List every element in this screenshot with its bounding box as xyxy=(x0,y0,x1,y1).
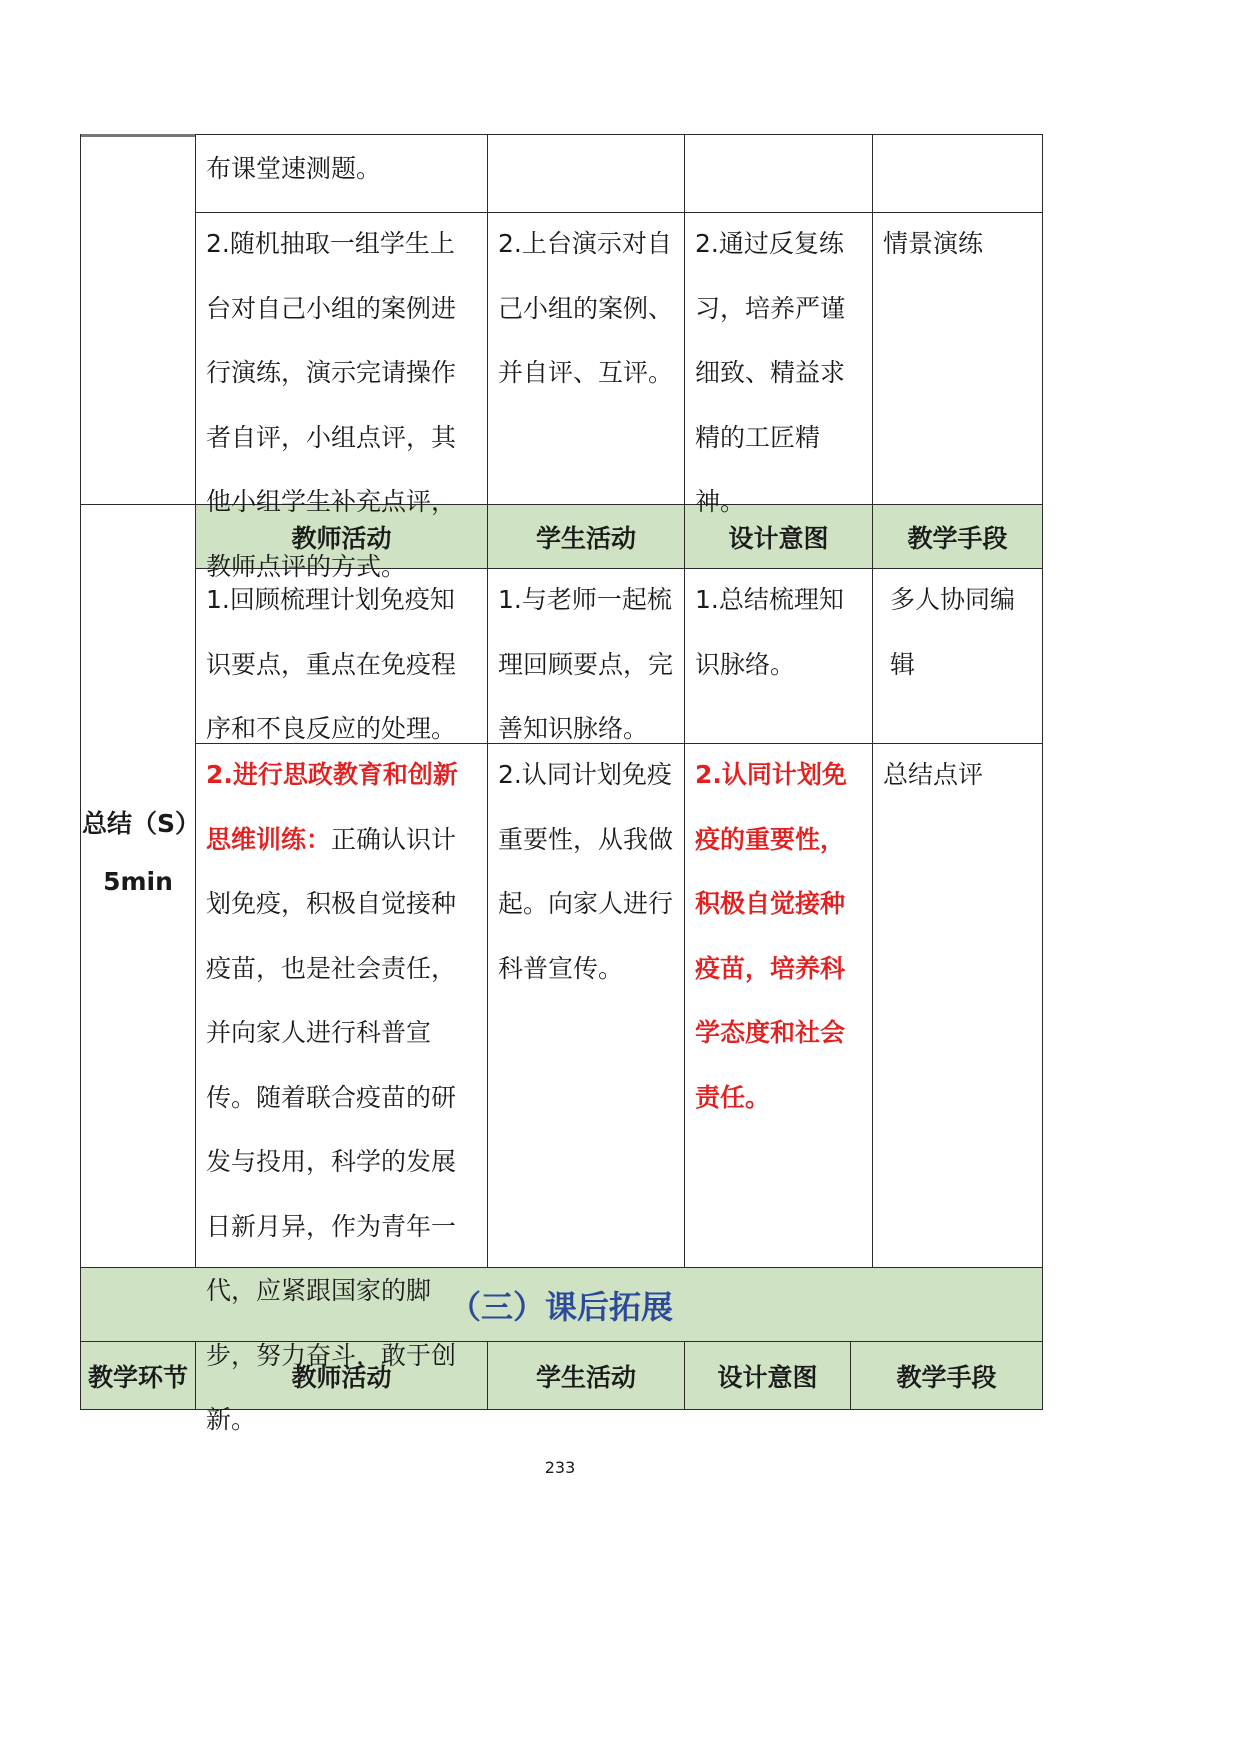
page-number: 233 xyxy=(544,1458,576,1477)
ideology-intent-text: 2.认同计划免疫的重要性，积极自觉接种疫苗，培养科学态度和社会责任。 xyxy=(695,760,847,1112)
practice-method-text: 情景演练 xyxy=(883,229,984,258)
header-teacher-activity: 教师活动 xyxy=(291,1362,392,1392)
ideology-student-text: 2.认同计划免疫重要性，从我做起。向家人进行科普宣传。 xyxy=(498,760,674,983)
ideology-highlight: 2.进行思政教育和创新思维训练： xyxy=(206,760,458,854)
table-top-border xyxy=(195,134,1043,135)
top-left-rule xyxy=(80,134,195,137)
practice-teacher-text: 2.随机抽取一组学生上台对自己小组的案例进行演练，演示完请操作者自评，小组点评，其他小组学生补充点评，教师点评的方式。 xyxy=(206,229,457,581)
review-method-text: 多人协同编辑 xyxy=(890,585,1016,679)
header-teacher-activity: 教师活动 xyxy=(291,523,392,553)
stage-name: 总结（S） xyxy=(82,809,201,838)
header-student-activity: 学生活动 xyxy=(535,1362,636,1392)
header-design-intent: 设计意图 xyxy=(717,1362,818,1392)
table-right-border xyxy=(1042,134,1043,1410)
practice-student-text: 2.上台演示对自己小组的案例、并自评、互评。 xyxy=(498,229,674,387)
summary-stage-label xyxy=(82,795,201,911)
stage-duration: 5min xyxy=(103,867,173,896)
table-left-border xyxy=(80,134,81,1410)
header-stage: 教学环节 xyxy=(87,1362,188,1392)
header-teaching-method: 教学手段 xyxy=(907,523,1008,553)
ideology-method-text: 总结点评 xyxy=(883,760,984,789)
ideology-body: 正确认识计划免疫，积极自觉接种疫苗，也是社会责任，并向家人进行科普宣传。随着联合疫苗的研发与投用，科学的发展日新月异，作为青年一代，应紧跟国家的脚步，努力奋斗，敢于创新。 xyxy=(206,824,457,1434)
continued-teacher-text: 布课堂速测题。 xyxy=(206,154,382,183)
review-teacher-text: 1.回顾梳理计划免疫知识要点，重点在免疫程序和不良反应的处理。 xyxy=(206,585,457,743)
header-student-activity: 学生活动 xyxy=(535,523,636,553)
review-intent-text: 1.总结梳理知识脉络。 xyxy=(695,585,844,679)
review-student-text: 1.与老师一起梳理回顾要点，完善知识脉络。 xyxy=(498,585,674,743)
header-teaching-method: 教学手段 xyxy=(896,1362,997,1392)
after-class-title: （三）课后拓展 xyxy=(448,1287,673,1326)
col-divider xyxy=(872,134,873,1268)
header-design-intent: 设计意图 xyxy=(728,523,829,553)
practice-intent-text: 2.通过反复练习，培养严谨细致、精益求精的工匠精神。 xyxy=(695,229,846,516)
